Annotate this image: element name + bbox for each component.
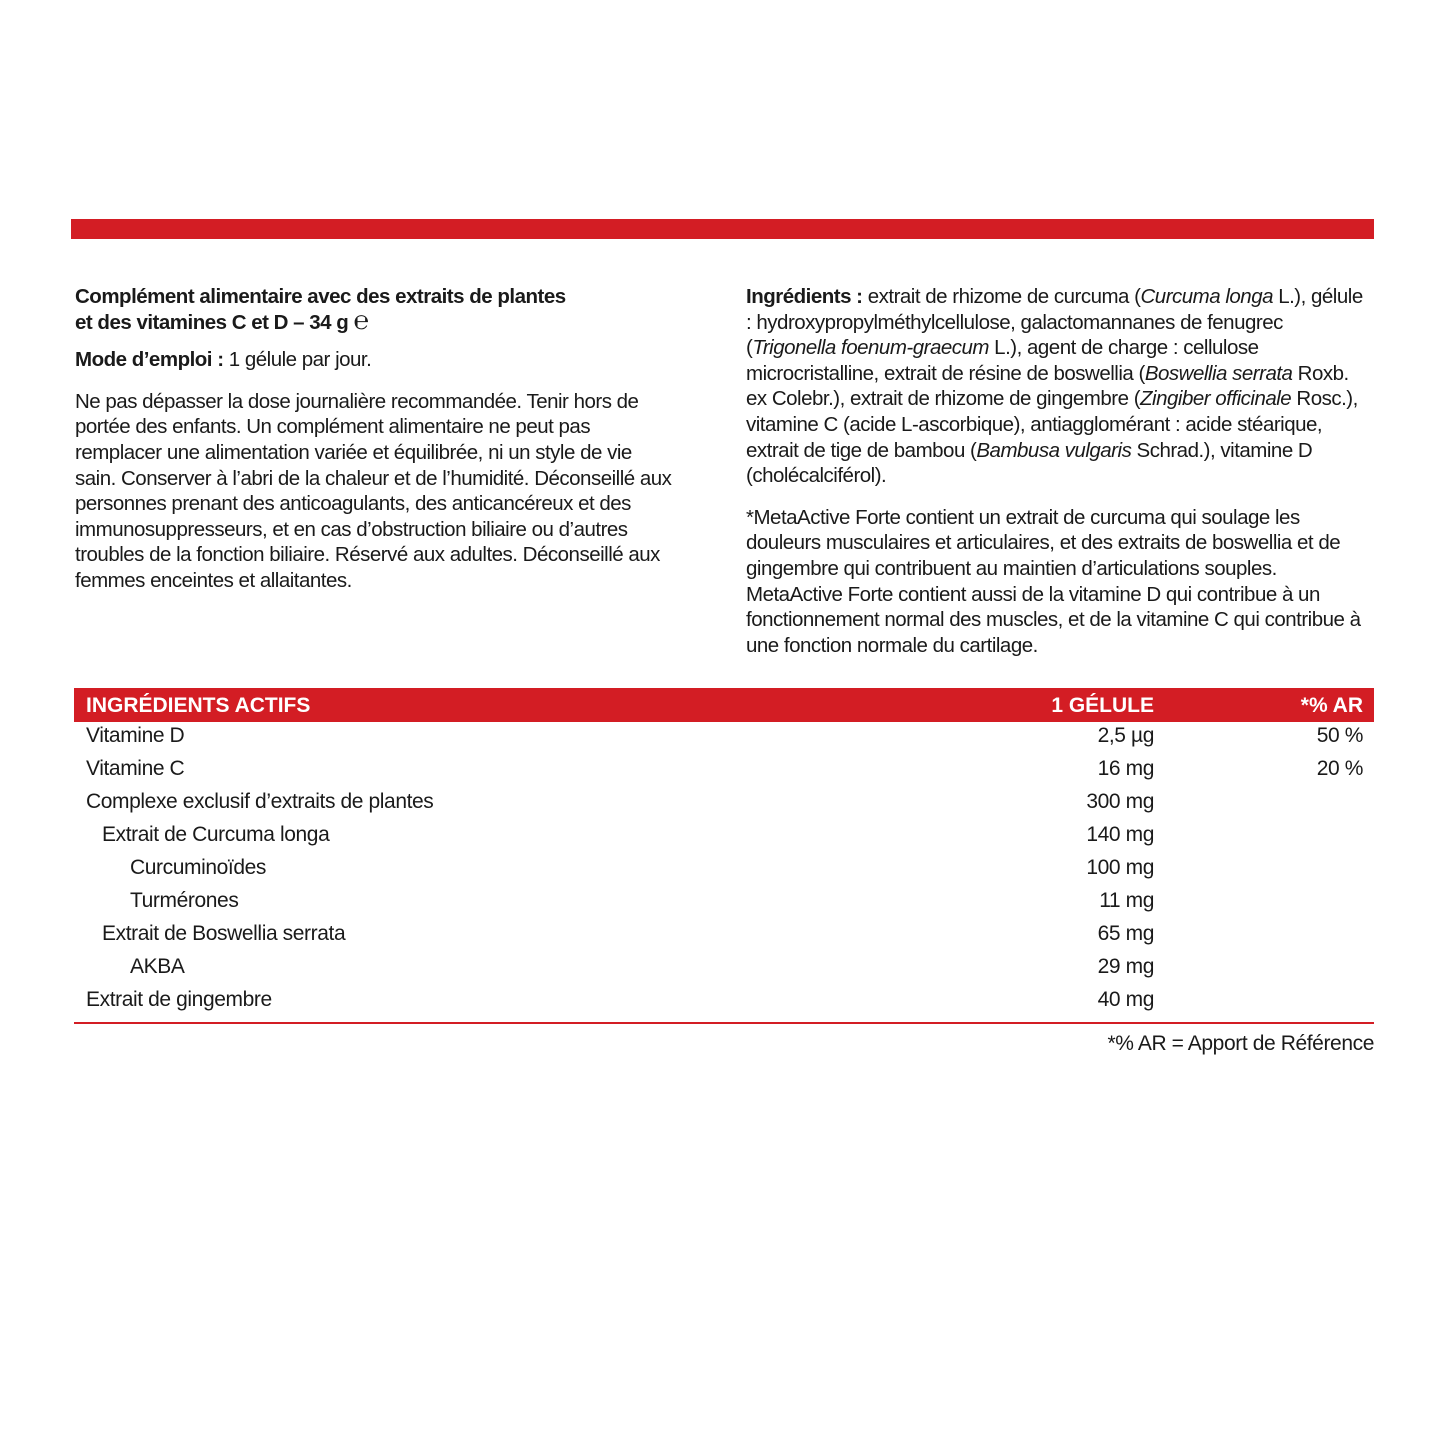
ingredients-latin-name: Trigonella foenum-graecum	[752, 336, 989, 360]
row-name: AKBA	[130, 955, 185, 978]
row-reference-intake: 50 %	[1316, 724, 1363, 747]
table-row	[74, 755, 1374, 788]
right-column	[746, 284, 1366, 658]
ingredients-part: Rosc.), vitamine C (acide L-ascorbique), antiagglomérant : acide stéarique, extrait de tige de bambou (	[746, 387, 1358, 462]
header-ingredients: INGRÉDIENTS ACTIFS	[86, 694, 311, 717]
top-red-bar	[71, 219, 1374, 239]
row-reference-intake: 20 %	[1316, 757, 1363, 780]
row-name: Extrait de gingembre	[86, 988, 272, 1011]
table-row	[74, 788, 1374, 821]
row-dose: 16 mg	[1097, 757, 1154, 780]
row-dose: 300 mg	[1086, 790, 1154, 813]
table-row	[74, 986, 1374, 1019]
row-dose: 11 mg	[1099, 889, 1154, 912]
ingredients-part: L.), agent de charge : cellulose microcristalline, extrait de résine de boswellia (	[746, 336, 1259, 385]
active-ingredients-table	[74, 688, 1374, 1056]
usage-instructions	[75, 347, 675, 373]
table-row	[74, 920, 1374, 953]
ingredients-latin-name: Bambusa vulgaris	[976, 438, 1132, 462]
row-name: Complexe exclusif d’extraits de plantes	[86, 790, 434, 813]
ingredients-text	[746, 284, 1366, 489]
row-name: Vitamine D	[86, 724, 185, 747]
ingredients-part: Roxb. ex Colebr.), extrait de rhizome de gingembre (	[746, 361, 1349, 411]
row-dose: 2,5 µg	[1097, 724, 1154, 747]
warnings-text: Ne pas dépasser la dose journalière recommandée. Tenir hors de portée des enfants. Un complément alimentaire ne peut pas remplacer une alimentation variée et équilibrée, ni un style de vie sain. Conserver à l’abri de la chaleur et de l’humidité. Déconseillé aux personnes prenant des anticoagulants, des anticancéreux et des immunosuppresseurs, et en cas d’obstruction biliaire ou d’autres troubles de la fonction biliaire. Réservé aux adultes. Déconseillé aux femmes enceintes et allaitantes.	[75, 389, 672, 592]
ingredients-latin-name: Curcuma longa	[1140, 285, 1273, 308]
table-row	[74, 821, 1374, 854]
row-dose: 100 mg	[1086, 856, 1154, 879]
ingredients-part: extrait de rhizome de curcuma (	[867, 285, 1141, 308]
left-column	[75, 284, 675, 594]
table-bottom-rule	[74, 1022, 1374, 1024]
row-dose: 29 mg	[1097, 955, 1154, 978]
table-footnote: *% AR = Apport de Référence	[1107, 1032, 1374, 1055]
table-row	[74, 722, 1374, 755]
ingredients-label: Ingrédients :	[746, 285, 863, 308]
row-dose: 40 mg	[1097, 988, 1154, 1011]
row-name: Vitamine C	[86, 757, 185, 780]
product-title	[75, 284, 675, 335]
ingredients-part: Schrad.), vitamine D (cholécalciférol).	[746, 438, 1313, 488]
row-dose: 65 mg	[1097, 922, 1154, 945]
table-row	[74, 887, 1374, 920]
row-name: Curcuminoïdes	[130, 856, 267, 879]
ingredients-part: L.), gélule : hydroxypropylméthylcellulose, galactomannanes de fenugrec (	[746, 285, 1363, 360]
header-reference-intake: *% AR	[1300, 694, 1363, 717]
table-row	[74, 854, 1374, 887]
row-name: Extrait de Boswellia serrata	[102, 922, 346, 945]
product-title-line2: et des vitamines C et D – 34 g	[75, 310, 349, 334]
claims-text: *MetaActive Forte contient un extrait de curcuma qui soulage les douleurs musculaires et articulaires, et des extraits de boswellia et de gingembre qui contribuent au maintien d’articulations souples. MetaActive Forte contient aussi de la vitamine D qui contribue à un fonctionnement normal des muscles, et de la vitamine C qui contribue à une fonction normale du cartilage.	[746, 505, 1361, 657]
ingredients-latin-name: Zingiber officinale	[1140, 387, 1292, 411]
row-name: Extrait de Curcuma longa	[102, 823, 330, 846]
estimated-sign-icon: ℮	[353, 305, 369, 336]
header-dose: 1 GÉLULE	[1051, 694, 1154, 717]
product-title-line1: Complément alimentaire avec des extraits de plantes	[75, 285, 566, 308]
row-name: Turmérones	[130, 889, 239, 912]
usage-label: Mode d’emploi :	[75, 348, 224, 372]
row-dose: 140 mg	[1086, 823, 1154, 846]
table-row	[74, 953, 1374, 986]
usage-text: 1 gélule par jour.	[228, 348, 372, 372]
ingredients-latin-name: Boswellia serrata	[1144, 361, 1293, 385]
table-header	[74, 688, 1374, 722]
